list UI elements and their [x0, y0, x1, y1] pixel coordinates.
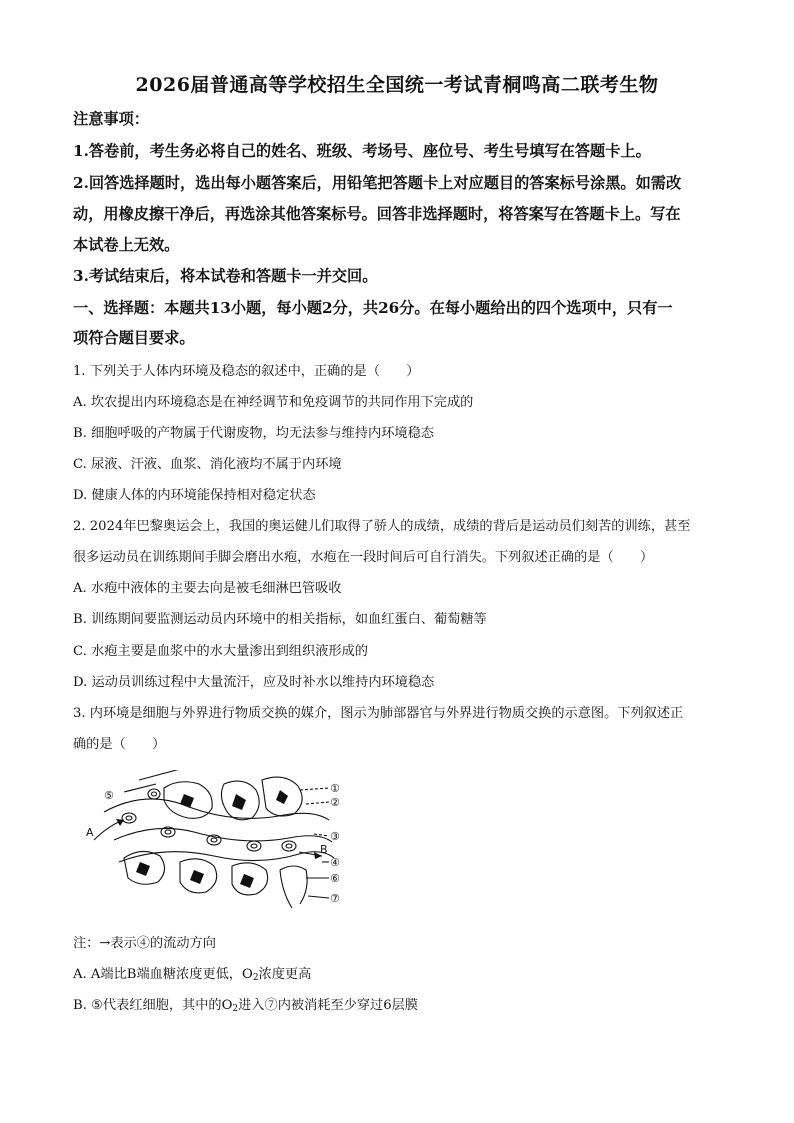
notice-item-3: 3.考试结束后，将本试卷和答题卡一并交回。: [73, 267, 378, 285]
q3-option-b-text-end: 进入⑦内被消耗至少穿过6层膜: [238, 998, 418, 1013]
q2-option-d: D. 运动员训练过程中大量流汗，应及时补水以维持内环境稳态: [73, 675, 435, 690]
label-b: B: [320, 843, 328, 856]
q2-option-c: C. 水疱主要是血浆中的水大量渗出到组织液形成的: [73, 644, 368, 659]
q3-option-a-text: A. A端比B端血糖浓度更低，O: [73, 967, 253, 982]
notice-heading: 注意事项：: [73, 110, 149, 128]
q3-stem-line-2: 确的是（ ）: [73, 737, 166, 752]
q3-option-a-text-end: 浓度更高: [258, 967, 312, 982]
q3-figure-note: 注：→表示④的流动方向: [73, 936, 216, 951]
label-4: ④: [330, 856, 340, 869]
q2-stem-line-1: 2. 2024年巴黎奥运会上，我国的奥运健儿们取得了骄人的成绩，成绩的背后是运动员们刻苦的训练，甚至: [73, 519, 691, 534]
notice-item-2-line-3: 本试卷上无效。: [73, 236, 180, 254]
q1-option-d: D. 健康人体的内环境能保持相对稳定状态: [73, 488, 316, 503]
q3-option-b: [73, 994, 418, 1014]
section-heading-line-1: 一、选择题：本题共13小题，每小题2分，共26分。在每小题给出的四个选项中，只有一: [73, 299, 673, 317]
label-2: ②: [330, 796, 340, 809]
q1-stem: 1. 下列关于人体内环境及稳态的叙述中，正确的是（ ）: [73, 364, 420, 379]
q3-option-b-sub: 2: [232, 1004, 239, 1014]
q3-option-b-text: B. ⑤代表红细胞，其中的O: [73, 998, 233, 1013]
notice-item-1: 1.答卷前，考生务必将自己的姓名、班级、考场号、座位号、考生号填写在答题卡上。: [73, 142, 651, 160]
q3-option-a-sub: 2: [252, 973, 259, 983]
lung-exchange-diagram: [84, 770, 356, 915]
label-a: A: [86, 826, 94, 839]
section-heading-line-2: 项符合题目要求。: [73, 329, 195, 347]
label-7: ⑦: [330, 892, 340, 905]
q1-option-b: B. 细胞呼吸的产物属于代谢废物，均无法参与维持内环境稳态: [73, 426, 434, 441]
label-6: ⑥: [330, 872, 340, 885]
label-1: ①: [330, 782, 340, 795]
notice-item-2-line-1: 2.回答选择题时，选出每小题答案后，用铅笔把答题卡上对应题目的答案标号涂黑。如需改: [73, 174, 682, 192]
q1-option-c: C. 尿液、汗液、血浆、消化液均不属于内环境: [73, 457, 342, 472]
q2-stem-line-2: 很多运动员在训练期间手脚会磨出水疱，水疱在一段时间后可自行消失。下列叙述正确的是（ ）: [73, 550, 654, 565]
q3-stem-line-1: 3. 内环境是细胞与外界进行物质交换的媒介，图示为肺部器官与外界进行物质交换的示意图。下列叙述正: [73, 706, 684, 721]
q1-option-a: A. 坎农提出内环境稳态是在神经调节和免疫调节的共同作用下完成的: [73, 395, 474, 410]
label-5: ⑤: [104, 789, 114, 802]
q2-option-b: B. 训练期间要监测运动员内环境中的相关指标，如血红蛋白、葡萄糖等: [73, 612, 487, 627]
q2-option-a: A. 水疱中液体的主要去向是被毛细淋巴管吸收: [73, 581, 342, 596]
page-title: 2026届普通高等学校招生全国统一考试青桐鸣高二联考生物: [135, 74, 659, 96]
label-3: ③: [330, 830, 340, 843]
notice-item-2-line-2: 动，用橡皮擦干净后，再选涂其他答案标号。回答非选择题时，将答案写在答题卡上。写在: [73, 205, 681, 223]
q3-option-a: [73, 963, 311, 983]
